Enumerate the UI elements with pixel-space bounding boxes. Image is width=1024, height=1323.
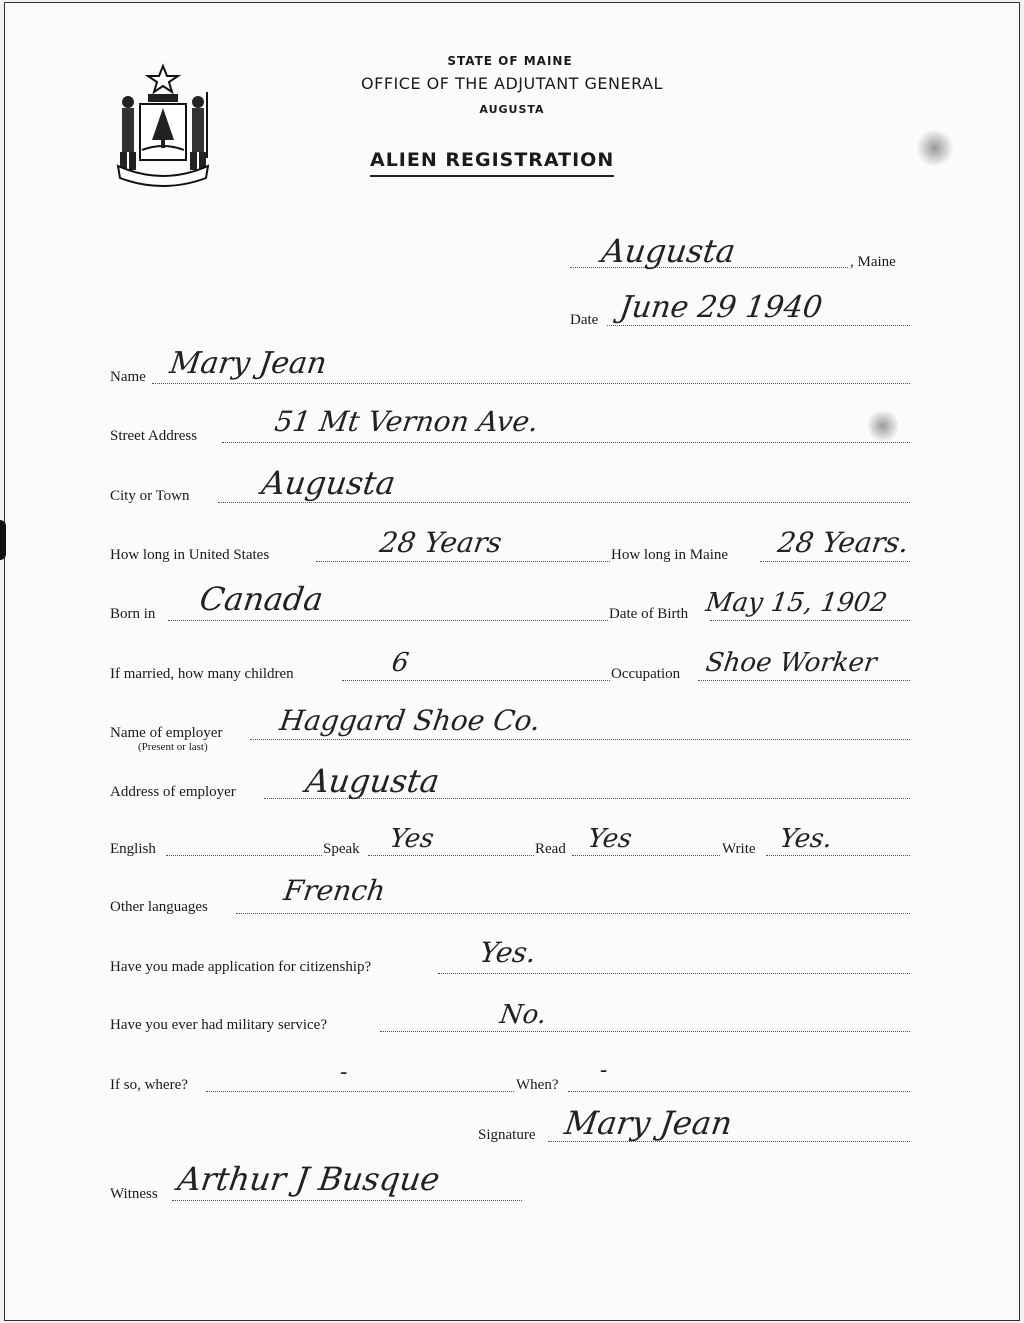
page-edge-mark <box>0 520 6 560</box>
date-value: June 29 1940 <box>617 290 825 325</box>
read-value: Yes <box>585 824 634 854</box>
read-label: Read <box>535 841 566 857</box>
children-line <box>342 680 610 681</box>
english-line <box>166 855 322 856</box>
signature-label: Signature <box>478 1127 536 1143</box>
employer-label: Name of employer <box>110 725 223 741</box>
children-label: If married, how many children <box>110 666 294 682</box>
when-label: When? <box>516 1077 559 1093</box>
state-heading: STATE OF MAINE <box>447 54 573 68</box>
speak-value: Yes <box>387 824 436 854</box>
name-line <box>152 383 910 384</box>
maine-label: , Maine <box>850 254 896 270</box>
other-languages-label: Other languages <box>110 899 208 915</box>
city-value: Augusta <box>259 464 398 502</box>
military-label: Have you ever had military service? <box>110 1017 327 1033</box>
where-value: - <box>338 1060 350 1085</box>
speak-line <box>368 855 534 856</box>
date-label: Date <box>570 312 599 328</box>
employer-value: Haggard Shoe Co. <box>277 704 543 737</box>
write-value: Yes. <box>777 824 835 854</box>
military-line <box>380 1031 910 1032</box>
when-line <box>568 1091 910 1092</box>
employer-address-label: Address of employer <box>110 784 236 800</box>
employer-note: (Present or last) <box>138 741 208 753</box>
name-value: Mary Jean <box>167 346 329 381</box>
dob-line <box>710 620 910 621</box>
dob-value: May 15, 1902 <box>703 588 889 618</box>
speak-label: Speak <box>323 841 360 857</box>
signature-value: Mary Jean <box>562 1104 735 1142</box>
write-line <box>766 855 910 856</box>
english-label: English <box>110 841 156 857</box>
employer-address-value: Augusta <box>303 762 442 800</box>
long-maine-value: 28 Years. <box>775 526 911 559</box>
citizenship-value: Yes. <box>477 936 539 969</box>
street-line <box>222 442 910 443</box>
street-value: 51 Mt Vernon Ave. <box>272 405 541 438</box>
town-value: Augusta <box>599 232 738 270</box>
witness-value: Arthur J Busque <box>175 1160 443 1198</box>
born-line <box>168 620 608 621</box>
other-languages-value: French <box>281 874 388 907</box>
dob-label: Date of Birth <box>609 606 689 622</box>
name-label: Name <box>110 369 146 385</box>
witness-line <box>172 1200 522 1201</box>
when-value: - <box>598 1058 610 1083</box>
city-heading: AUGUSTA <box>479 103 545 116</box>
witness-label: Witness <box>110 1186 158 1202</box>
occupation-line <box>698 680 910 681</box>
military-value: No. <box>497 1000 549 1030</box>
read-line <box>572 855 720 856</box>
office-heading: OFFICE OF THE ADJUTANT GENERAL <box>361 74 663 93</box>
born-value: Canada <box>197 580 326 618</box>
city-label: City or Town <box>110 488 190 504</box>
form-title: ALIEN REGISTRATION <box>370 149 614 177</box>
where-line <box>206 1091 514 1092</box>
date-line <box>607 325 910 326</box>
long-maine-label: How long in Maine <box>611 547 729 563</box>
children-value: 6 <box>389 648 411 678</box>
stain <box>915 130 955 166</box>
long-us-value: 28 Years <box>377 526 504 559</box>
born-label: Born in <box>110 606 156 622</box>
stain <box>868 408 898 444</box>
citizenship-line <box>438 973 910 974</box>
long-us-label: How long in United States <box>110 547 270 563</box>
long-maine-line <box>760 561 910 562</box>
occupation-label: Occupation <box>611 666 681 682</box>
other-languages-line <box>236 913 910 914</box>
long-us-line <box>316 561 610 562</box>
write-label: Write <box>722 841 756 857</box>
city-line <box>218 502 910 503</box>
occupation-value: Shoe Worker <box>703 648 879 678</box>
street-label: Street Address <box>110 428 198 444</box>
employer-line <box>250 739 910 740</box>
where-label: If so, where? <box>110 1077 188 1093</box>
citizenship-label: Have you made application for citizenship? <box>110 959 372 975</box>
